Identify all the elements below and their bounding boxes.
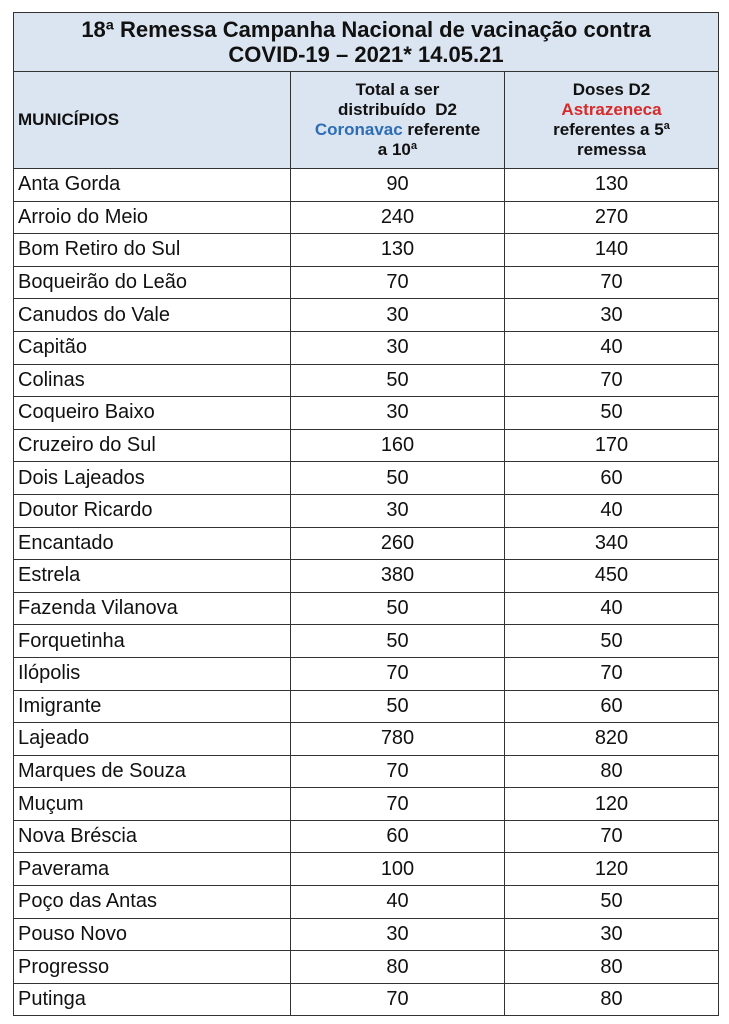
table-row [14,169,719,202]
coronavac-cell: 260 [291,527,505,560]
municipio-cell: Pouso Novo [14,918,291,951]
municipio-cell: Imigrante [14,690,291,723]
municipio-cell: Dois Lajeados [14,462,291,495]
table-row [14,690,719,723]
table-row [14,462,719,495]
table-row [14,494,719,527]
title-line-2: COVID-19 – 2021* 14.05.21 [228,42,504,67]
municipio-cell: Colinas [14,364,291,397]
municipio-cell: Marques de Souza [14,755,291,788]
header-astrazeneca [505,72,719,169]
header-coronavac-line-2: distribuído D2 [338,100,457,119]
municipio-cell: Nova Bréscia [14,820,291,853]
coronavac-cell: 60 [291,820,505,853]
coronavac-cell: 30 [291,299,505,332]
astrazeneca-cell: 270 [505,201,719,234]
astrazeneca-cell: 80 [505,755,719,788]
astrazeneca-cell: 170 [505,429,719,462]
astrazeneca-label: Astrazeneca [561,100,662,119]
table-row [14,886,719,919]
coronavac-cell: 50 [291,462,505,495]
astrazeneca-cell: 60 [505,462,719,495]
municipio-cell: Estrela [14,560,291,593]
municipio-cell: Coqueiro Baixo [14,397,291,430]
header-astrazeneca-line-1: Doses D2 [572,80,651,99]
table-row [14,755,719,788]
table-row [14,266,719,299]
municipio-cell: Muçum [14,788,291,821]
municipio-cell: Lajeado [14,723,291,756]
coronavac-cell: 50 [291,690,505,723]
municipio-cell: Cruzeiro do Sul [14,429,291,462]
astrazeneca-cell: 80 [505,983,719,1016]
header-astrazeneca-line-3: referentes a 5ª [553,120,670,139]
coronavac-cell: 30 [291,397,505,430]
table-row [14,560,719,593]
header-coronavac-line-3-rest: referente [402,120,481,139]
coronavac-cell: 30 [291,331,505,364]
coronavac-cell: 70 [291,657,505,690]
municipio-cell: Encantado [14,527,291,560]
municipio-cell: Progresso [14,951,291,984]
astrazeneca-cell: 30 [505,299,719,332]
municipio-cell: Paverama [14,853,291,886]
astrazeneca-cell: 40 [505,592,719,625]
header-astrazeneca-line-4: remessa [577,140,647,159]
municipio-cell: Capitão [14,331,291,364]
coronavac-label: Coronavac [314,120,403,139]
table-row [14,429,719,462]
coronavac-cell: 40 [291,886,505,919]
table-row [14,820,719,853]
header-municipios: MUNICÍPIOS [14,72,291,169]
coronavac-cell: 100 [291,853,505,886]
table-row [14,397,719,430]
table-row [14,657,719,690]
astrazeneca-cell: 70 [505,266,719,299]
municipio-cell: Poço das Antas [14,886,291,919]
table-row [14,234,719,267]
coronavac-cell: 240 [291,201,505,234]
astrazeneca-cell: 820 [505,723,719,756]
municipio-cell: Forquetinha [14,625,291,658]
astrazeneca-cell: 40 [505,331,719,364]
municipio-cell: Boqueirão do Leão [14,266,291,299]
astrazeneca-cell: 80 [505,951,719,984]
coronavac-cell: 70 [291,788,505,821]
coronavac-cell: 30 [291,918,505,951]
coronavac-cell: 130 [291,234,505,267]
astrazeneca-cell: 40 [505,494,719,527]
astrazeneca-cell: 120 [505,853,719,886]
table-title [14,13,719,72]
table-row [14,364,719,397]
title-line-1: 18ª Remessa Campanha Nacional de vacinação contra [81,17,651,42]
table-row [14,331,719,364]
table-body [14,169,719,1016]
coronavac-cell: 30 [291,494,505,527]
vaccination-table [13,12,719,1016]
table-row [14,299,719,332]
astrazeneca-cell: 450 [505,560,719,593]
table-row [14,723,719,756]
municipio-cell: Canudos do Vale [14,299,291,332]
table-row [14,201,719,234]
table-row [14,592,719,625]
coronavac-cell: 50 [291,592,505,625]
table-row [14,983,719,1016]
municipio-cell: Doutor Ricardo [14,494,291,527]
municipio-cell: Anta Gorda [14,169,291,202]
header-coronavac-line-1: Total a ser [355,80,440,99]
coronavac-cell: 50 [291,364,505,397]
astrazeneca-cell: 50 [505,886,719,919]
coronavac-cell: 380 [291,560,505,593]
table-row [14,788,719,821]
coronavac-cell: 780 [291,723,505,756]
coronavac-cell: 70 [291,983,505,1016]
municipio-cell: Putinga [14,983,291,1016]
astrazeneca-cell: 340 [505,527,719,560]
coronavac-cell: 80 [291,951,505,984]
header-coronavac [291,72,505,169]
municipio-cell: Fazenda Vilanova [14,592,291,625]
table-row [14,853,719,886]
astrazeneca-cell: 130 [505,169,719,202]
astrazeneca-cell: 50 [505,625,719,658]
astrazeneca-cell: 140 [505,234,719,267]
coronavac-cell: 70 [291,266,505,299]
astrazeneca-cell: 70 [505,657,719,690]
table-row [14,951,719,984]
table-row [14,918,719,951]
astrazeneca-cell: 120 [505,788,719,821]
municipio-cell: Arroio do Meio [14,201,291,234]
municipio-cell: Bom Retiro do Sul [14,234,291,267]
astrazeneca-cell: 30 [505,918,719,951]
coronavac-cell: 70 [291,755,505,788]
astrazeneca-cell: 60 [505,690,719,723]
astrazeneca-cell: 50 [505,397,719,430]
header-coronavac-line-3 [291,120,504,140]
coronavac-cell: 90 [291,169,505,202]
table-row [14,625,719,658]
coronavac-cell: 50 [291,625,505,658]
table-row [14,527,719,560]
header-coronavac-line-4: a 10ª [377,140,418,159]
astrazeneca-cell: 70 [505,364,719,397]
astrazeneca-cell: 70 [505,820,719,853]
municipio-cell: Ilópolis [14,657,291,690]
coronavac-cell: 160 [291,429,505,462]
